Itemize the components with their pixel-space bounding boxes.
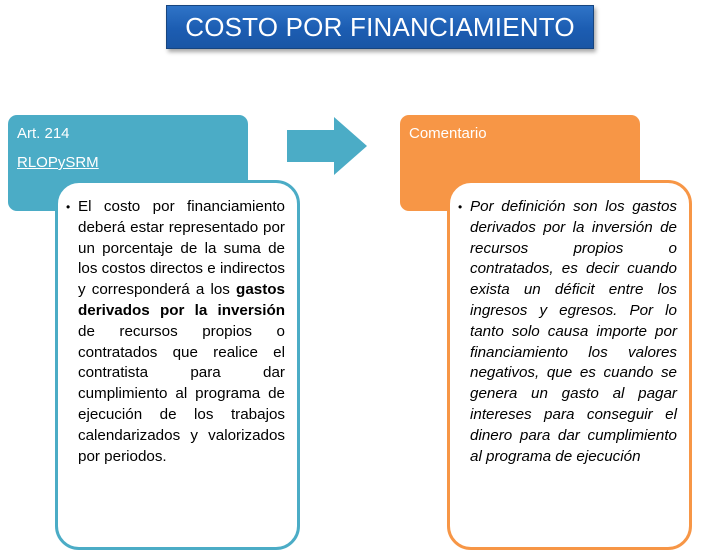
comment-text: Por definición son los gastos derivados por la inversión de recursos propios o contratados, es decir cuando exista un déficit entre los ingresos y egresos. Por lo tanto solo causa importe por financiamiento los valores negativos, que es cuando se genera un gasto al pagar intereses para conseguir el dinero para dar cumplimiento al programa de ejecución [470, 198, 677, 465]
page-title: COSTO POR FINANCIAMIENTO [166, 5, 594, 49]
bullet-dot-icon: • [66, 200, 71, 214]
article-text-part2: de recursos propios o contratados que realice el contratista para dar cumplimiento al programa de ejecución de los trabajos calendarizados y valorizados por periodos. [78, 322, 285, 465]
article-text-emphasis: gastos derivados por la inversión [78, 281, 285, 319]
article-text-box [55, 180, 300, 550]
bullet-dot-icon: • [458, 200, 463, 214]
right-arrow-icon [287, 117, 367, 175]
regulation-name: RLOPySRM [17, 154, 99, 171]
article-bullet-item [66, 197, 285, 467]
article-text [78, 197, 285, 467]
comment-text-box [447, 180, 692, 550]
comment-bullet-item [458, 197, 677, 467]
article-number: Art. 214 [17, 125, 70, 142]
article-text-part1: El costo por financiamiento deberá estar representado por un porcentaje de la suma de los costos directos e indirectos y corresponderá a los [78, 198, 285, 299]
comment-title: Comentario [409, 125, 487, 142]
